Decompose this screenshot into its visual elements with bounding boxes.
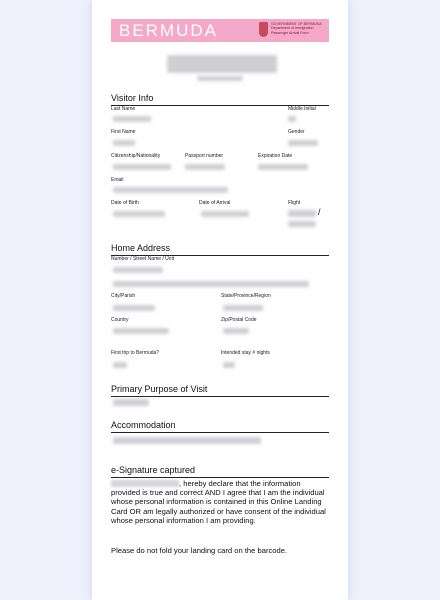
fold-notice: Please do not fold your landing card on the barcode. [111,546,288,555]
date-of-arrival-value [201,211,249,217]
header-banner [111,19,329,42]
country-value [113,328,169,334]
accommodation-heading: Accommodation [111,420,329,433]
signature-name-redacted [111,480,179,487]
landing-card-page [92,0,348,600]
intended-stay-label: Intended stay # nights [221,350,270,356]
zip-label: Zip/Postal Code [221,317,257,323]
flight-separator: / [318,207,321,217]
first-trip-label: First trip to Bermuda? [111,350,160,356]
gender-value [288,140,318,146]
primary-purpose-value [113,399,149,406]
barcode-number-redacted [197,76,243,81]
intended-stay-value [223,362,235,368]
accommodation-value [113,437,261,444]
date-of-birth-label: Date of Birth [111,200,139,206]
barcode-redacted [167,55,277,73]
flight-number-value [288,210,316,217]
flight-label: Flight [288,200,301,206]
first-name-value [113,140,135,146]
date-of-arrival-label: Date of Arrival [199,200,231,206]
street-value-line1 [113,267,163,273]
street-value-line2 [113,281,309,287]
declaration-text: , hereby declare that the information provided is true and correct AND I agree that I am the individual whose personal information is contained in this Online Landing Card OR am legally authorized or have consent of the individual whose personal information I am providing. [111,479,326,525]
email-label: Email [111,177,124,183]
declaration-paragraph [111,479,329,525]
last-name-value [113,116,151,122]
department-text: GOVERNMENT OF BERMUDA Department of Immigration Passenger Arrival Form [271,22,322,35]
city-value [113,305,155,311]
esignature-heading: e-Signature captured [111,465,329,478]
middle-initial-value [288,116,296,122]
last-name-label: Last Name [111,106,136,112]
gender-label: Gender [288,129,305,135]
citizenship-label: Citizenship/Nationality [111,153,161,159]
home-address-heading: Home Address [111,243,329,256]
passport-number-label: Passport number [185,153,224,159]
citizenship-value [113,164,171,170]
brand-logo: BERMUDA [119,21,219,40]
visitor-info-heading: Visitor Info [111,93,329,106]
primary-purpose-heading: Primary Purpose of Visit [111,384,329,397]
middle-initial-label: Middle Initial [288,106,316,112]
street-label: Number / Street Name / Unit [111,256,175,262]
expiration-date-value [258,164,308,170]
country-label: Country [111,317,129,323]
email-value [113,187,228,193]
zip-value [223,328,249,334]
date-of-birth-value [113,211,165,217]
passport-number-value [185,164,225,170]
flight-date-value [288,221,316,227]
state-value [223,305,263,311]
first-name-label: First Name [111,129,136,135]
coat-of-arms-icon [259,22,268,37]
state-label: State/Province/Region [221,293,271,299]
first-trip-value [113,362,127,368]
expiration-date-label: Expiration Date [258,153,293,159]
city-label: City/Parish [111,293,136,299]
